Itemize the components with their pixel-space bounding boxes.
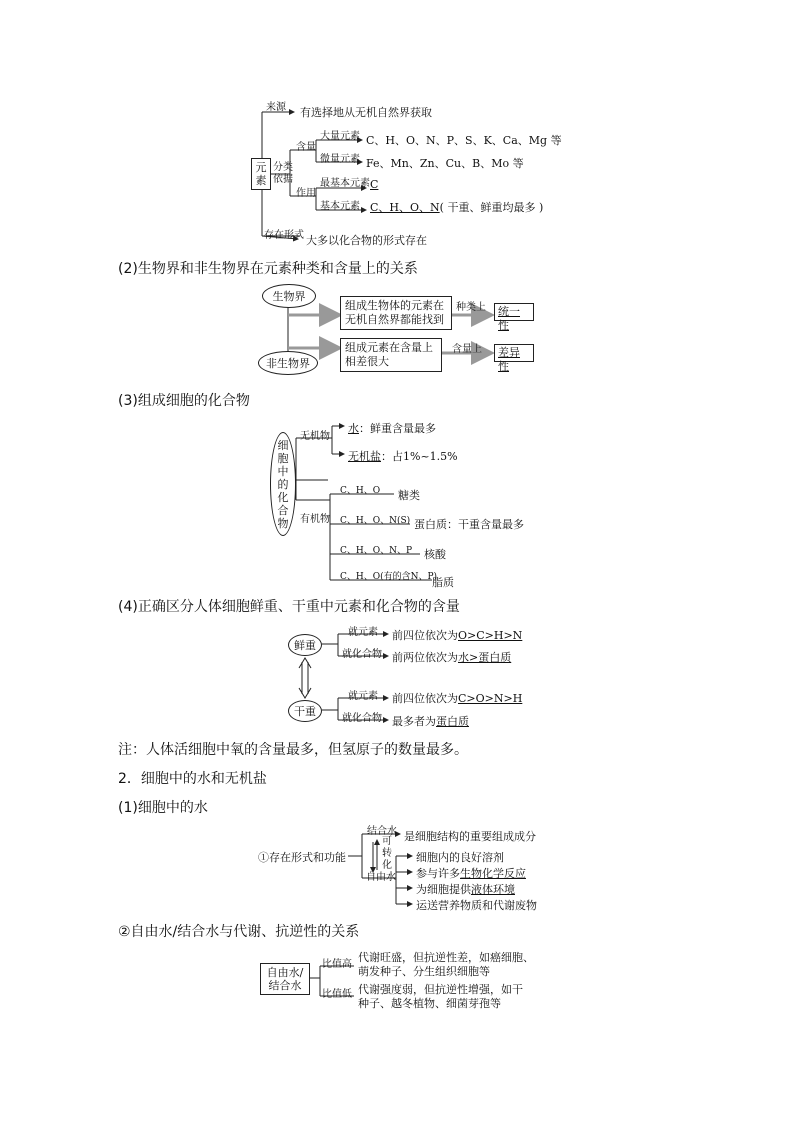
basic-text — [370, 199, 543, 215]
kind-label: 种类上 — [456, 302, 486, 313]
r3-label: C、H、O、N、P — [340, 546, 413, 556]
free-f2-pre: 参与许多 — [416, 867, 460, 880]
free-f2 — [416, 865, 526, 881]
form-text: 大多以化合物的形式存在 — [306, 234, 427, 247]
part2-heading: 2．细胞中的水和无机盐 — [118, 771, 267, 787]
dry-elem-u: C>O>N>H — [458, 692, 523, 705]
water-root: ①存在形式和功能 — [258, 851, 346, 864]
r2-text: 蛋白质：干重含量最多 — [414, 518, 524, 531]
ratio-heading: ②自由水/结合水与代谢、抗逆性的关系 — [118, 924, 360, 940]
dry-label: 干重 — [294, 705, 316, 718]
micro-label: 微量元素 — [320, 154, 360, 165]
most-basic-label: 最基本元素 — [320, 178, 370, 189]
source-label: 来源 — [266, 102, 286, 113]
salt-rest: ：占1%~1.5% — [381, 450, 458, 463]
diff-text: 差异性 — [498, 346, 520, 373]
form-label: 存在形式 — [264, 230, 304, 241]
organic-label: 有机物 — [300, 514, 330, 525]
classify-label: 分类 依据 — [273, 162, 293, 185]
bio-box — [340, 296, 452, 330]
free-f3 — [416, 881, 515, 897]
ratio-root: 自由水/ 结合水 — [266, 966, 304, 992]
r1-text: 糖类 — [398, 489, 420, 502]
fresh-elem-label: 就元素 — [348, 627, 378, 638]
dry-comp-label: 就化合物 — [342, 713, 382, 724]
elements-root-box — [251, 158, 271, 190]
dry-elem-label: 就元素 — [348, 691, 378, 702]
bound-text: 是细胞结构的重要组成成分 — [404, 830, 536, 843]
high-label: 比值高 — [322, 959, 352, 970]
basic-label: 基本元素 — [320, 201, 360, 212]
water-text: 水 — [348, 422, 359, 435]
water-item — [348, 420, 436, 436]
high-text: 代谢旺盛，但抗逆性差，如癌细胞、 萌发种子、分生组织细胞等 — [358, 951, 534, 978]
micro-text: Fe、Mn、Zn、Cu、B、Mo 等 — [366, 157, 524, 170]
dry-oval — [288, 700, 322, 722]
function-label: 作用 — [296, 188, 316, 199]
r3-text: 核酸 — [424, 548, 446, 561]
diff-box — [494, 344, 534, 373]
salt-item — [348, 448, 458, 464]
compound-root-oval — [270, 432, 296, 536]
dry-comp-text — [392, 713, 469, 729]
free-label: 自由水 — [366, 872, 396, 883]
free-f3-u: 液体环境 — [471, 883, 515, 896]
r2-label: C、H、O、N(S) — [340, 516, 411, 526]
macro-text: C、H、O、N、P、S、K、Ca、Mg 等 — [366, 134, 562, 147]
r4-text: 脂质 — [432, 576, 454, 589]
bound-label: 结合水 — [367, 826, 397, 837]
section4-heading: (4)正确区分人体细胞鲜重、干重中元素和化合物的含量 — [118, 599, 460, 615]
source-text: 有选择地从无机自然界获取 — [300, 106, 432, 119]
fresh-comp-pre: 前两位依次为 — [392, 651, 458, 664]
compound-root: 细 胞 中 的 化 合 物 — [277, 438, 289, 530]
nonbio-box — [340, 338, 442, 372]
fresh-comp-text — [392, 649, 511, 665]
water-heading: (1)细胞中的水 — [118, 800, 208, 816]
fresh-elem-u: O>C>H>N — [458, 629, 523, 642]
macro-label: 大量元素 — [320, 131, 360, 142]
unity-box — [494, 303, 534, 332]
fresh-elem-text — [392, 627, 522, 643]
salt-text: 无机盐 — [348, 450, 381, 463]
content-label: 含量 — [296, 142, 316, 153]
fresh-comp-u: 水>蛋白质 — [458, 651, 512, 664]
nonbio-oval — [258, 351, 318, 375]
free-f4: 运送营养物质和代谢废物 — [416, 899, 537, 912]
fresh-comp-label: 就化合物 — [342, 649, 382, 660]
dry-comp-u: 蛋白质 — [436, 715, 469, 728]
unity-text: 统一性 — [498, 305, 520, 332]
nonbio-box-text: 组成元素在含量上相差很大 — [345, 341, 433, 368]
amount-label: 含量上 — [452, 344, 482, 355]
fresh-oval — [288, 634, 322, 656]
fresh-elem-pre: 前四位依次为 — [392, 629, 458, 642]
low-text: 代谢强度弱，但抗逆性增强，如干 种子、越冬植物、细菌芽孢等 — [358, 983, 523, 1010]
section3-heading: (3)组成细胞的化合物 — [118, 393, 250, 409]
section2-heading: (2)生物界和非生物界在元素种类和含量上的关系 — [118, 261, 418, 277]
inorganic-label: 无机物 — [300, 431, 330, 442]
nonbio-label: 非生物界 — [266, 357, 310, 370]
most-basic-text: C — [370, 178, 379, 191]
dry-comp-pre: 最多者为 — [392, 715, 436, 728]
convert-label: 可 转 化 — [382, 836, 392, 871]
basic-text-underlined: C、H、O、N — [370, 201, 440, 214]
r1-label: C、H、O — [340, 486, 381, 496]
free-f1: 细胞内的良好溶剂 — [416, 851, 504, 864]
bio-box-text: 组成生物体的元素在无机自然界都能找到 — [345, 299, 444, 326]
water-rest: ：鲜重含量最多 — [359, 422, 436, 435]
elements-root: 元 素 — [255, 161, 267, 187]
bio-oval — [262, 284, 316, 308]
bio-label: 生物界 — [272, 290, 306, 303]
free-f2-u: 生物化学反应 — [460, 867, 526, 880]
fresh-label: 鲜重 — [294, 639, 316, 652]
note-text: 注：人体活细胞中氧的含量最多，但氢原子的数量最多。 — [118, 742, 468, 758]
r4-label: C、H、O(有的含N、P) — [340, 572, 438, 582]
dry-elem-text — [392, 690, 522, 706]
basic-text-rest: ( 干重、鲜重均最多 ) — [439, 201, 544, 214]
ratio-root-box — [260, 963, 310, 995]
dry-elem-pre: 前四位依次为 — [392, 692, 458, 705]
free-f3-pre: 为细胞提供 — [416, 883, 471, 896]
low-label: 比值低 — [322, 989, 352, 1000]
